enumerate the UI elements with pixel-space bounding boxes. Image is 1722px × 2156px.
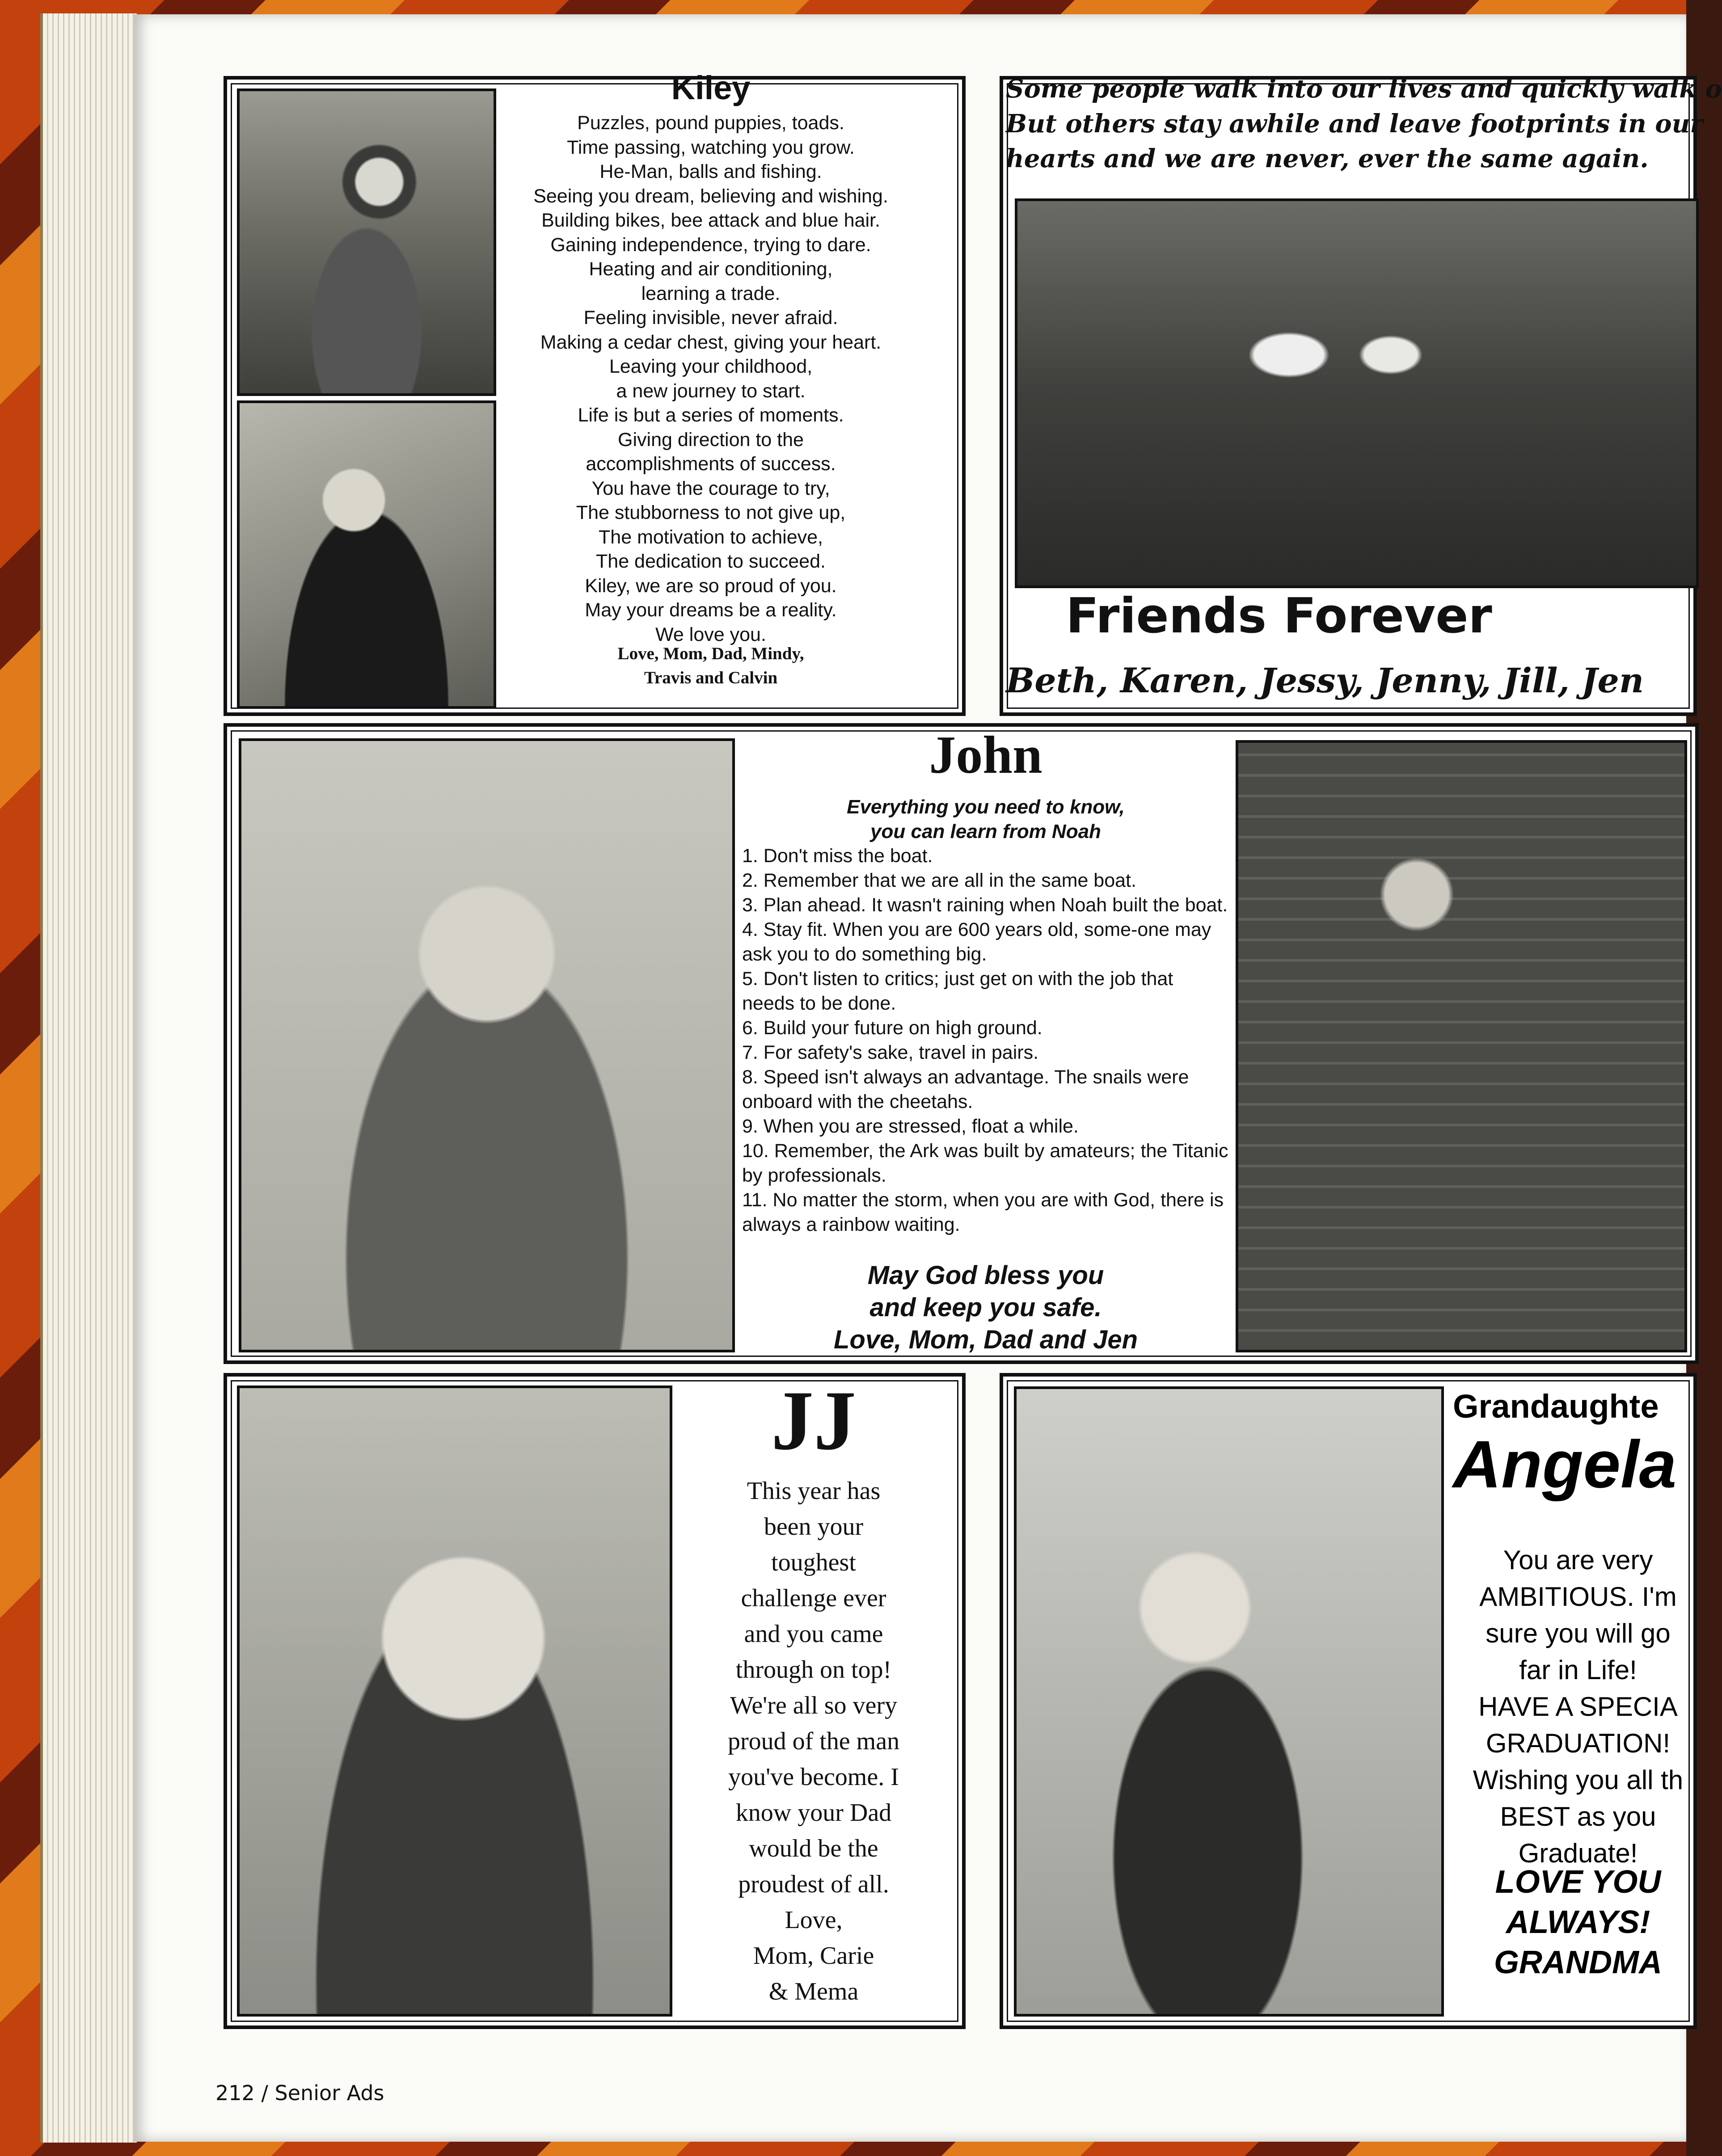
- message-line: BEST as you: [1500, 1802, 1656, 1832]
- message-line: Wishing you all th: [1473, 1765, 1684, 1795]
- message-line: Love,: [785, 1906, 843, 1934]
- message-line: You are very: [1503, 1545, 1653, 1575]
- closing-line: and keep you safe.: [869, 1293, 1102, 1322]
- signature-line: Travis and Calvin: [644, 668, 778, 687]
- poem-line: accomplishments of success.: [586, 453, 836, 475]
- poem-line: Life is but a series of moments.: [578, 404, 844, 426]
- poem-line: We love you.: [655, 623, 766, 645]
- list-item: 6. Build your future on high ground.: [742, 1017, 1042, 1039]
- subtitle-line: Everything you need to know,: [847, 796, 1125, 818]
- kiley-childhood-photo: [237, 88, 496, 396]
- poem-line: May your dreams be a reality.: [585, 599, 837, 621]
- poem-line: You have the courage to try,: [591, 477, 830, 499]
- friends-group-photo: [1015, 198, 1699, 588]
- list-item: 10. Remember, the Ark was built by amateurs; the Titanic by professionals.: [742, 1140, 1228, 1186]
- poem-line: learning a trade.: [641, 282, 781, 304]
- message-line: AMBITIOUS. I'm: [1479, 1582, 1677, 1612]
- angela-title-line-1: Grandaughte: [1453, 1388, 1659, 1425]
- angela-photo: [1014, 1386, 1444, 2017]
- message-line: sure you will go: [1486, 1618, 1671, 1648]
- jj-title: JJ: [771, 1374, 856, 1468]
- page-edges: [40, 13, 137, 2143]
- closing-line: GRANDMA: [1494, 1945, 1662, 1980]
- poem-line: Heating and air conditioning,: [589, 258, 833, 280]
- noah-lessons-list: [742, 844, 1229, 1237]
- kiley-signature: [492, 642, 930, 690]
- subtitle-line: you can learn from Noah: [870, 821, 1101, 842]
- closing-line: ALWAYS!: [1506, 1904, 1650, 1940]
- friends-title: Friends Forever: [1066, 588, 1492, 644]
- angela-title-line-2: Angela: [1453, 1427, 1677, 1502]
- poem-line: Puzzles, pound puppies, toads.: [577, 112, 844, 134]
- john-subtitle: [742, 795, 1229, 844]
- list-item: 11. No matter the storm, when you are with God, there is always a rainbow waiting.: [742, 1189, 1224, 1235]
- message-line: Mom, Carie: [753, 1942, 874, 1970]
- poem-line: Leaving your childhood,: [609, 356, 813, 377]
- list-item: 8. Speed isn't always an advantage. The snails were onboard with the cheetahs.: [742, 1066, 1189, 1112]
- poem-line: a new journey to start.: [616, 380, 806, 402]
- poem-line: The stubborness to not give up,: [576, 502, 846, 523]
- message-line: proudest of all.: [738, 1870, 889, 1898]
- signature-line: Love, Mom, Dad, Mindy,: [617, 644, 804, 663]
- list-item: 3. Plan ahead. It wasn't raining when Noah built the boat.: [742, 894, 1228, 916]
- message-line: been your: [764, 1513, 864, 1541]
- list-item: 2. Remember that we are all in the same boat.: [742, 870, 1136, 891]
- john-childhood-photo: [239, 738, 735, 1352]
- friends-names: Beth, Karen, Jessy, Jenny, Jill, Jen: [1006, 661, 1644, 700]
- jj-photo: [237, 1385, 672, 2017]
- message-line: This year has: [747, 1477, 881, 1505]
- poem-line: Making a cedar chest, giving your heart.: [540, 331, 882, 353]
- list-item: 7. For safety's sake, travel in pairs.: [742, 1042, 1039, 1063]
- poem-line: Seeing you dream, believing and wishing.: [533, 185, 888, 207]
- message-line: toughest: [771, 1549, 856, 1576]
- quote-line: But others stay awhile and leave footprints in our: [1006, 109, 1703, 139]
- message-line: would be the: [749, 1835, 878, 1862]
- message-line: proud of the man: [727, 1727, 900, 1755]
- john-title: John: [929, 725, 1042, 784]
- message-line: & Mema: [768, 1978, 859, 2005]
- message-line: Graduate!: [1518, 1838, 1638, 1868]
- poem-line: Time passing, watching you grow.: [567, 136, 855, 158]
- poem-line: The motivation to achieve,: [599, 526, 823, 548]
- poem-line: Feeling invisible, never afraid.: [583, 307, 838, 328]
- john-closing: [742, 1259, 1229, 1356]
- list-item: 9. When you are stressed, float a while.: [742, 1116, 1079, 1137]
- message-line: through on top!: [735, 1656, 892, 1684]
- angela-closing: [1453, 1862, 1703, 1983]
- poem-line: Kiley, we are so proud of you.: [585, 575, 837, 597]
- list-item: 1. Don't miss the boat.: [742, 845, 933, 867]
- poem-line: Giving direction to the: [618, 429, 804, 451]
- poem-line: The dedication to succeed.: [596, 551, 826, 572]
- message-line: far in Life!: [1519, 1655, 1637, 1685]
- john-senior-photo: [1236, 740, 1687, 1352]
- closing-line: May God bless you: [867, 1261, 1104, 1290]
- kiley-title: Kiley: [671, 69, 751, 106]
- message-line: We're all so very: [730, 1692, 898, 1719]
- angela-message: [1453, 1542, 1703, 1872]
- poem-line: Building bikes, bee attack and blue hair.: [541, 210, 880, 231]
- poem-line: He-Man, balls and fishing.: [599, 161, 822, 182]
- quote-line: hearts and we are never, ever the same again.: [1006, 144, 1649, 173]
- message-line: you've become. I: [728, 1763, 899, 1791]
- message-line: know your Dad: [735, 1799, 892, 1827]
- list-item: 4. Stay fit. When you are 600 years old, some-one may ask you to do something big.: [742, 919, 1211, 965]
- message-line: GRADUATION!: [1486, 1728, 1671, 1758]
- message-line: challenge ever: [741, 1584, 886, 1612]
- message-line: HAVE A SPECIA: [1478, 1692, 1678, 1722]
- kiley-senior-photo: [237, 400, 496, 709]
- kiley-poem: [492, 111, 930, 647]
- jj-message: [671, 1473, 957, 2009]
- page-folio: 212 / Senior Ads: [215, 2081, 384, 2105]
- friends-quote: [1006, 72, 1722, 176]
- closing-line: Love, Mom, Dad and Jen: [834, 1325, 1138, 1354]
- list-item: 5. Don't listen to critics; just get on with the job that needs to be done.: [742, 968, 1173, 1014]
- quote-line: Some people walk into our lives and quickly walk o: [1006, 74, 1722, 104]
- poem-line: Gaining independence, trying to dare.: [550, 234, 871, 256]
- message-line: and you came: [744, 1620, 883, 1648]
- closing-line: LOVE YOU: [1495, 1864, 1661, 1900]
